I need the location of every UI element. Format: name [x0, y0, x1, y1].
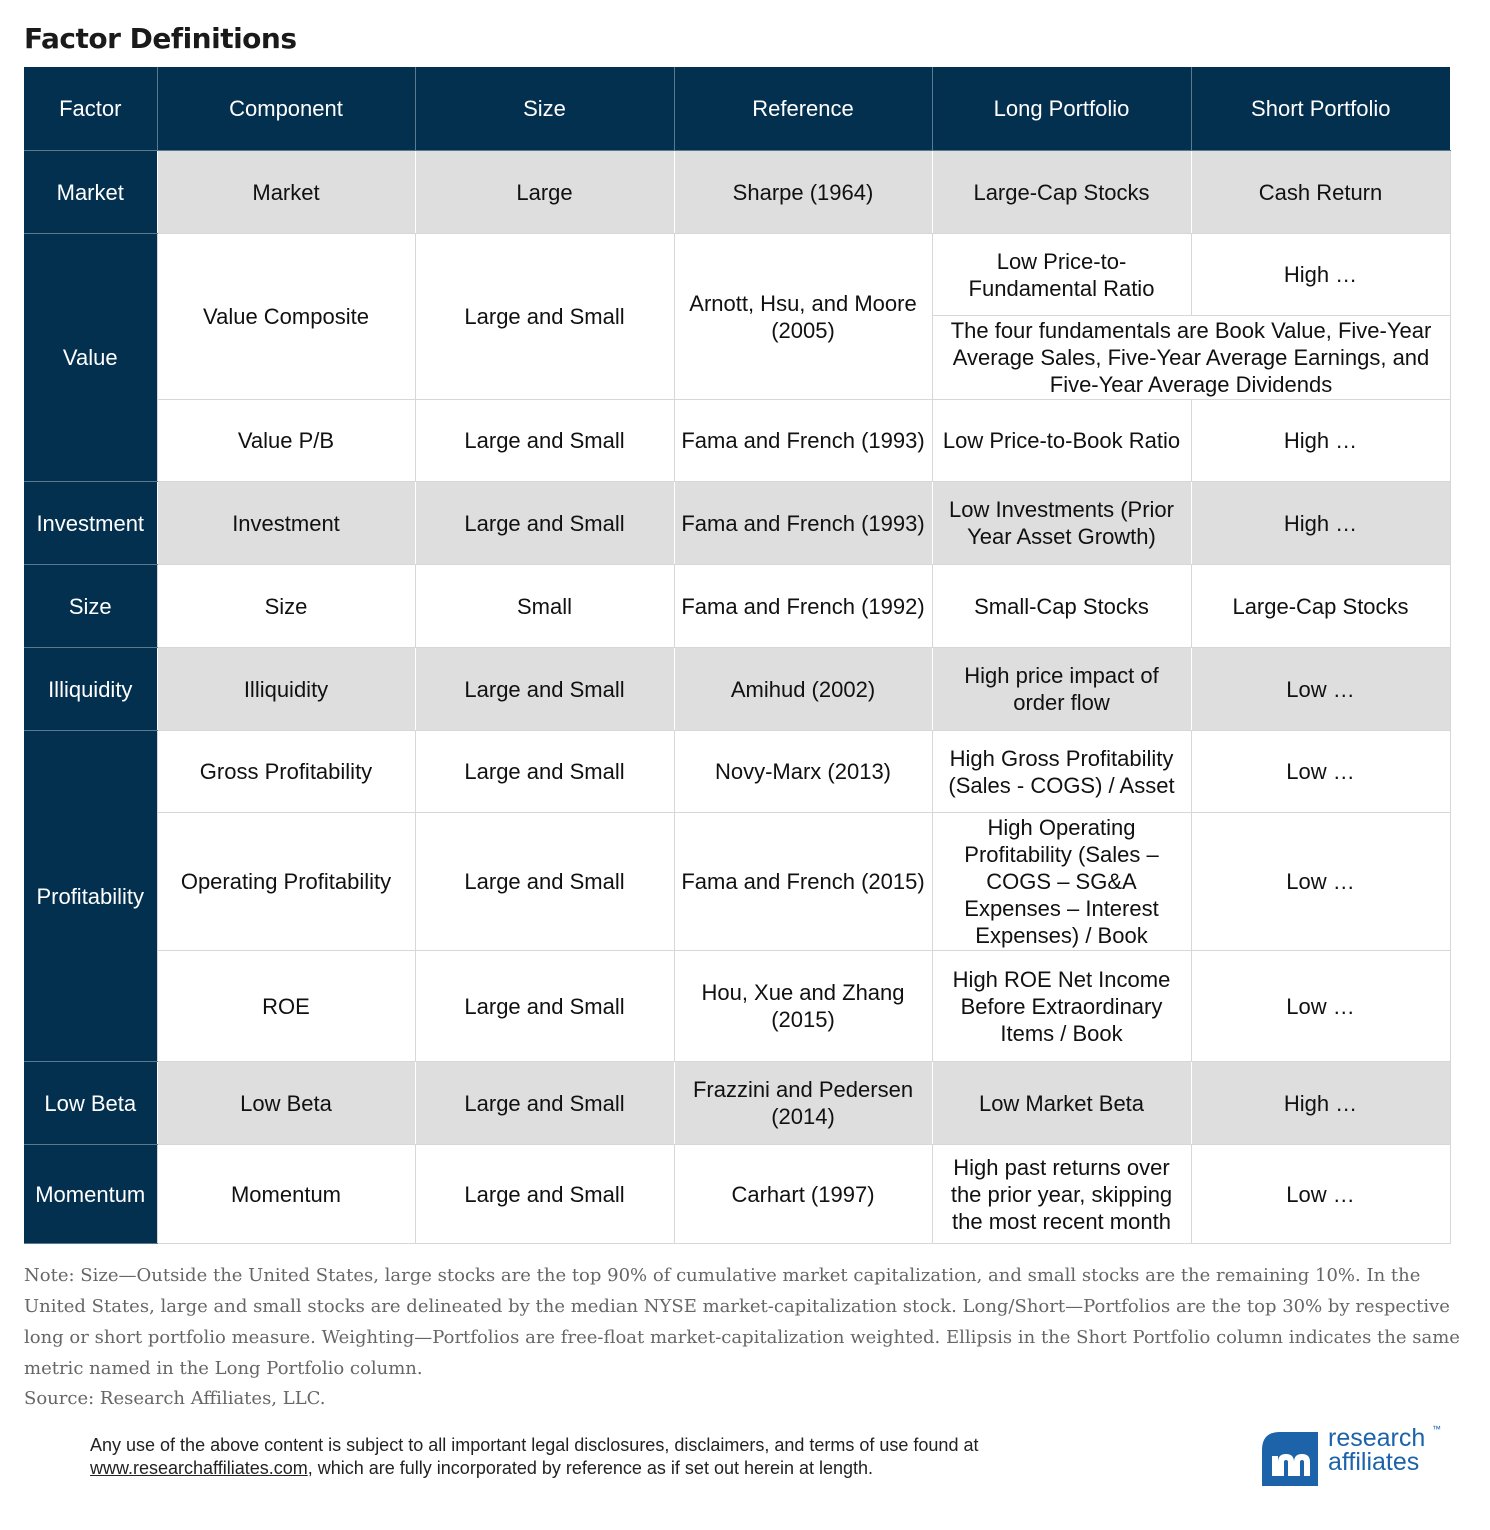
component-cell: ROE	[157, 951, 415, 1062]
factor-definitions-table	[24, 67, 1451, 1244]
header-long-portfolio: Long Portfolio	[932, 67, 1191, 151]
long-portfolio-cell: Low Investments (Prior Year Asset Growth)	[932, 482, 1191, 565]
table-row	[24, 565, 1450, 648]
component-cell: Size	[157, 565, 415, 648]
short-portfolio-cell: High …	[1191, 482, 1450, 565]
table-row	[24, 151, 1450, 234]
component-cell: Gross Profitability	[157, 731, 415, 813]
long-portfolio-cell: High Operating Profitability (Sales – COGS – SG&A Expenses – Interest Expenses) / Book	[932, 813, 1191, 951]
size-cell: Small	[415, 565, 674, 648]
factor-cell: Low Beta	[24, 1062, 157, 1145]
reference-cell: Arnott, Hsu, and Moore (2005)	[674, 234, 932, 400]
table-row	[24, 731, 1450, 813]
reference-cell: Fama and French (1992)	[674, 565, 932, 648]
long-portfolio-cell: Small-Cap Stocks	[932, 565, 1191, 648]
table-row	[24, 813, 1450, 951]
logo-line-1: research	[1328, 1424, 1426, 1452]
short-portfolio-cell: Low …	[1191, 813, 1450, 951]
table-row	[24, 1062, 1450, 1145]
reference-cell: Novy-Marx (2013)	[674, 731, 932, 813]
factor-cell: Value	[24, 234, 157, 482]
factor-cell: Momentum	[24, 1145, 157, 1244]
size-cell: Large and Small	[415, 482, 674, 565]
header-component: Component	[157, 67, 415, 151]
long-portfolio-cell: Low Price-to-Fundamental Ratio	[932, 234, 1191, 316]
table-row	[24, 234, 1450, 316]
long-portfolio-cell: High past returns over the prior year, skipping the most recent month	[932, 1145, 1191, 1244]
size-cell: Large and Small	[415, 400, 674, 482]
short-portfolio-cell: Cash Return	[1191, 151, 1450, 234]
size-cell: Large and Small	[415, 648, 674, 731]
page-title: Factor Definitions	[24, 22, 297, 55]
factor-cell: Size	[24, 565, 157, 648]
reference-cell: Fama and French (1993)	[674, 400, 932, 482]
component-cell: Value P/B	[157, 400, 415, 482]
reference-cell: Fama and French (1993)	[674, 482, 932, 565]
long-portfolio-cell: High price impact of order flow	[932, 648, 1191, 731]
trademark-symbol: ™	[1432, 1424, 1441, 1434]
long-portfolio-cell: Low Market Beta	[932, 1062, 1191, 1145]
short-portfolio-cell: Low …	[1191, 731, 1450, 813]
reference-cell: Hou, Xue and Zhang (2015)	[674, 951, 932, 1062]
table-row	[24, 400, 1450, 482]
legal-text: Any use of the above content is subject to all important legal disclosures, disclaimers, and terms of use found at	[90, 1435, 979, 1455]
long-portfolio-cell: Large-Cap Stocks	[932, 151, 1191, 234]
long-portfolio-cell: High ROE Net Income Before Extraordinary Items / Book	[932, 951, 1191, 1062]
table-row	[24, 1145, 1450, 1244]
component-cell: Investment	[157, 482, 415, 565]
table-row	[24, 951, 1450, 1062]
reference-cell: Amihud (2002)	[674, 648, 932, 731]
component-cell: Illiquidity	[157, 648, 415, 731]
size-cell: Large	[415, 151, 674, 234]
component-cell: Momentum	[157, 1145, 415, 1244]
reference-cell: Sharpe (1964)	[674, 151, 932, 234]
reference-cell: Carhart (1997)	[674, 1145, 932, 1244]
reference-cell: Frazzini and Pedersen (2014)	[674, 1062, 932, 1145]
size-cell: Large and Small	[415, 731, 674, 813]
value-fundamentals-note: The four fundamentals are Book Value, Five-Year Average Sales, Five-Year Average Earnings, and Five-Year Average Dividends	[932, 316, 1450, 400]
research-affiliates-logo	[1258, 1424, 1448, 1486]
size-cell: Large and Small	[415, 234, 674, 400]
short-portfolio-cell: High …	[1191, 400, 1450, 482]
table-row	[24, 648, 1450, 731]
component-cell: Operating Profitability	[157, 813, 415, 951]
table-row	[24, 482, 1450, 565]
legal-text-end: , which are fully incorporated by reference as if set out herein at length.	[307, 1458, 874, 1478]
short-portfolio-cell: Low …	[1191, 951, 1450, 1062]
short-portfolio-cell: Low …	[1191, 648, 1450, 731]
header-row	[24, 67, 1450, 151]
header-factor: Factor	[24, 67, 157, 151]
component-cell: Market	[157, 151, 415, 234]
factor-cell: Illiquidity	[24, 648, 157, 731]
size-cell: Large and Small	[415, 1145, 674, 1244]
short-portfolio-cell: Low …	[1191, 1145, 1450, 1244]
header-short-portfolio: Short Portfolio	[1191, 67, 1450, 151]
component-cell: Low Beta	[157, 1062, 415, 1145]
source-line: Source: Research Affiliates, LLC.	[24, 1388, 326, 1409]
header-size: Size	[415, 67, 674, 151]
short-portfolio-cell: High …	[1191, 1062, 1450, 1145]
reference-cell: Fama and French (2015)	[674, 813, 932, 951]
website-link[interactable]: www.researchaffiliates.com	[90, 1458, 308, 1478]
short-portfolio-cell: Large-Cap Stocks	[1191, 565, 1450, 648]
factor-cell: Investment	[24, 482, 157, 565]
table-note: Note: Size—Outside the United States, large stocks are the top 90% of cumulative market capitalization, and small stocks are the remaining 10%. In the United States, large and small stocks are delineated by the median NYSE market-capitalization stock. Long/Short—Portfolios are the top 30% by respective long or short portfolio measure. Weighting—Portfolios are free-float market-capitalization weighted. Ellipsis in the Short Portfolio column indicates the same metric named in the Long Portfolio column.	[24, 1265, 1460, 1379]
factor-cell: Market	[24, 151, 157, 234]
long-portfolio-cell: High Gross Profitability (Sales - COGS) / Asset	[932, 731, 1191, 813]
size-cell: Large and Small	[415, 813, 674, 951]
logo-wordmark	[1328, 1426, 1425, 1474]
size-cell: Large and Small	[415, 951, 674, 1062]
long-portfolio-cell: Low Price-to-Book Ratio	[932, 400, 1191, 482]
factor-cell: Profitability	[24, 731, 157, 1062]
ra-monogram-icon	[1258, 1428, 1322, 1486]
size-cell: Large and Small	[415, 1062, 674, 1145]
legal-disclaimer	[90, 1434, 1090, 1480]
logo-line-2: affiliates	[1328, 1448, 1420, 1476]
short-portfolio-cell: High …	[1191, 234, 1450, 316]
component-cell: Value Composite	[157, 234, 415, 400]
header-reference: Reference	[674, 67, 932, 151]
